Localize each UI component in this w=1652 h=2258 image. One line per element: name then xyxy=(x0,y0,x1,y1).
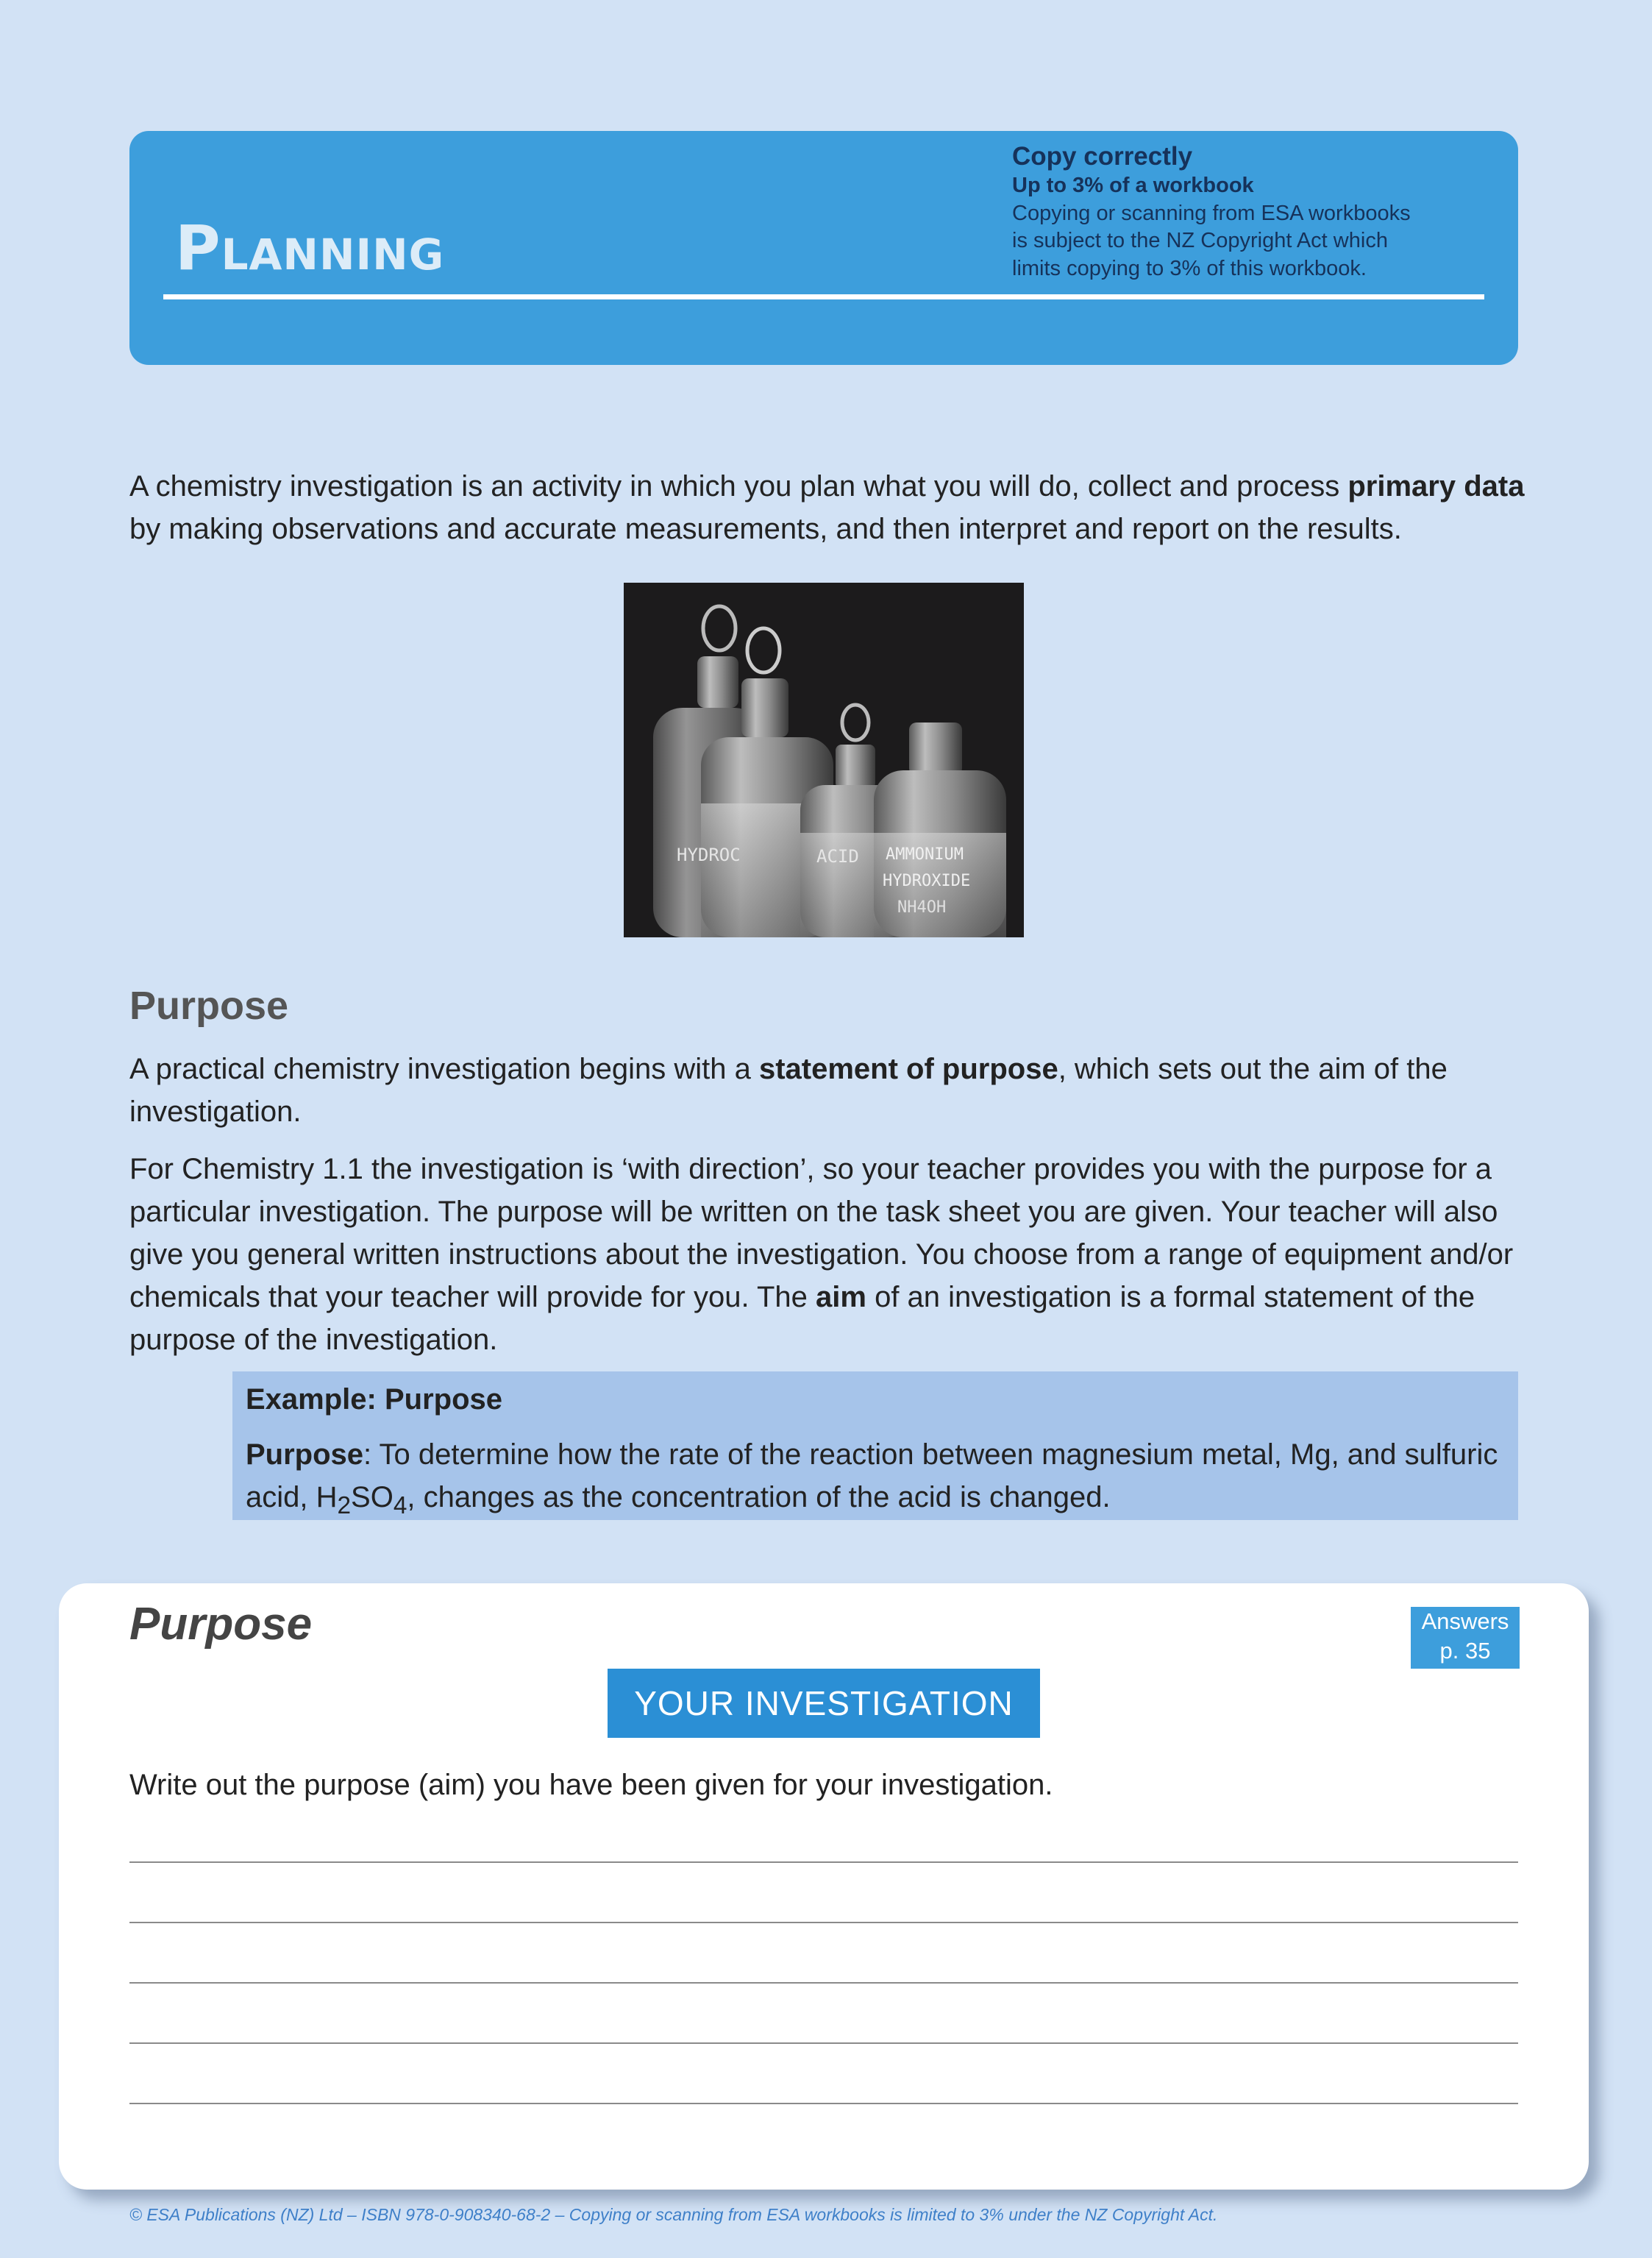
title-rest: LANNING xyxy=(221,230,445,280)
para1-text: A practical chemistry investigation begins with a xyxy=(129,1053,759,1085)
example-box xyxy=(232,1371,1518,1520)
example-title: Example: Purpose xyxy=(246,1383,503,1416)
title-initial: P xyxy=(175,212,221,284)
section-heading-purpose: Purpose xyxy=(129,984,289,1028)
bottle-label: HYDROXIDE xyxy=(883,872,971,890)
bottle-label: ACID xyxy=(816,846,859,867)
subscript: 2 xyxy=(337,1492,352,1519)
bottle-label: AMMONIUM xyxy=(886,845,964,864)
intro-text-end: by making observations and accurate measurements, and then interpret and report on the results. xyxy=(129,513,1402,545)
answer-line[interactable] xyxy=(129,1861,1518,1863)
answer-line[interactable] xyxy=(129,2103,1518,2104)
para1-bold: statement of purpose xyxy=(758,1053,1058,1085)
intro-bold: primary data xyxy=(1347,470,1525,503)
para1-text-end: , which sets out the aim of the investigation. xyxy=(129,1053,1448,1128)
subscript: 4 xyxy=(393,1492,407,1519)
header-band xyxy=(129,131,1518,365)
header-divider xyxy=(163,294,1484,299)
copy-notice-line: limits copying to 3% of this workbook. xyxy=(1012,257,1367,281)
copy-notice-heading: Copy correctly xyxy=(1012,142,1193,171)
example-text-part: : To determine how the rate of the reaction between magnesium metal, Mg, and sulfuric acid, H xyxy=(246,1438,1498,1513)
para2-text: For Chemistry 1.1 the investigation is ‘with direction’, so your teacher provides you with the purpose for a particular investigation. The purpose will be written on the task sheet you are given. Your teacher will also give you general written instructions about the investigation. You choose from a range of equipment and/or chemicals that your teacher will provide for you. The xyxy=(129,1153,1514,1313)
answers-line: Answers xyxy=(1421,1608,1509,1634)
purpose-paragraph-2 xyxy=(129,1148,1527,1361)
purpose-paragraph-1 xyxy=(129,1048,1527,1133)
example-text-part: , changes as the concentration of the acid is changed. xyxy=(407,1481,1111,1513)
example-text-part: SO xyxy=(351,1481,394,1513)
example-text xyxy=(246,1433,1505,1527)
answer-line[interactable] xyxy=(129,1982,1518,1984)
investigation-panel xyxy=(59,1583,1589,2190)
panel-title: Purpose xyxy=(129,1599,313,1650)
intro-paragraph xyxy=(129,465,1527,550)
para2-text-end: of an investigation is a formal statement of the purpose of the investigation. xyxy=(129,1281,1475,1356)
copy-notice-line: is subject to the NZ Copyright Act which xyxy=(1012,229,1388,253)
your-investigation-banner: YOUR INVESTIGATION xyxy=(608,1669,1040,1738)
write-prompt: Write out the purpose (aim) you have been given for your investigation. xyxy=(129,1769,1053,1801)
copy-notice-subheading: Up to 3% of a workbook xyxy=(1012,174,1254,197)
page-title xyxy=(175,212,444,284)
intro-text: A chemistry investigation is an activity in which you plan what you will do, collect and process xyxy=(129,470,1348,503)
bottles-illustration xyxy=(624,583,1024,937)
example-label: Purpose xyxy=(246,1438,364,1471)
answer-line[interactable] xyxy=(129,2042,1518,2044)
para2-bold: aim xyxy=(816,1281,866,1313)
answer-line[interactable] xyxy=(129,1922,1518,1923)
footer-copyright: © ESA Publications (NZ) Ltd – ISBN 978-0-908340-68-2 – Copying or scanning from ESA workbooks is limited to 3% under the NZ Copyright Act. xyxy=(129,2205,1218,2224)
answers-page: p. 35 xyxy=(1439,1638,1491,1664)
bottle-label: HYDROC xyxy=(677,845,741,865)
bottle-label: NH4OH xyxy=(897,898,947,917)
copy-notice-line: Copying or scanning from ESA workbooks xyxy=(1012,201,1411,225)
chemical-bottles-photo xyxy=(624,583,1024,937)
copy-notice xyxy=(1012,141,1483,283)
answers-badge xyxy=(1411,1607,1520,1669)
